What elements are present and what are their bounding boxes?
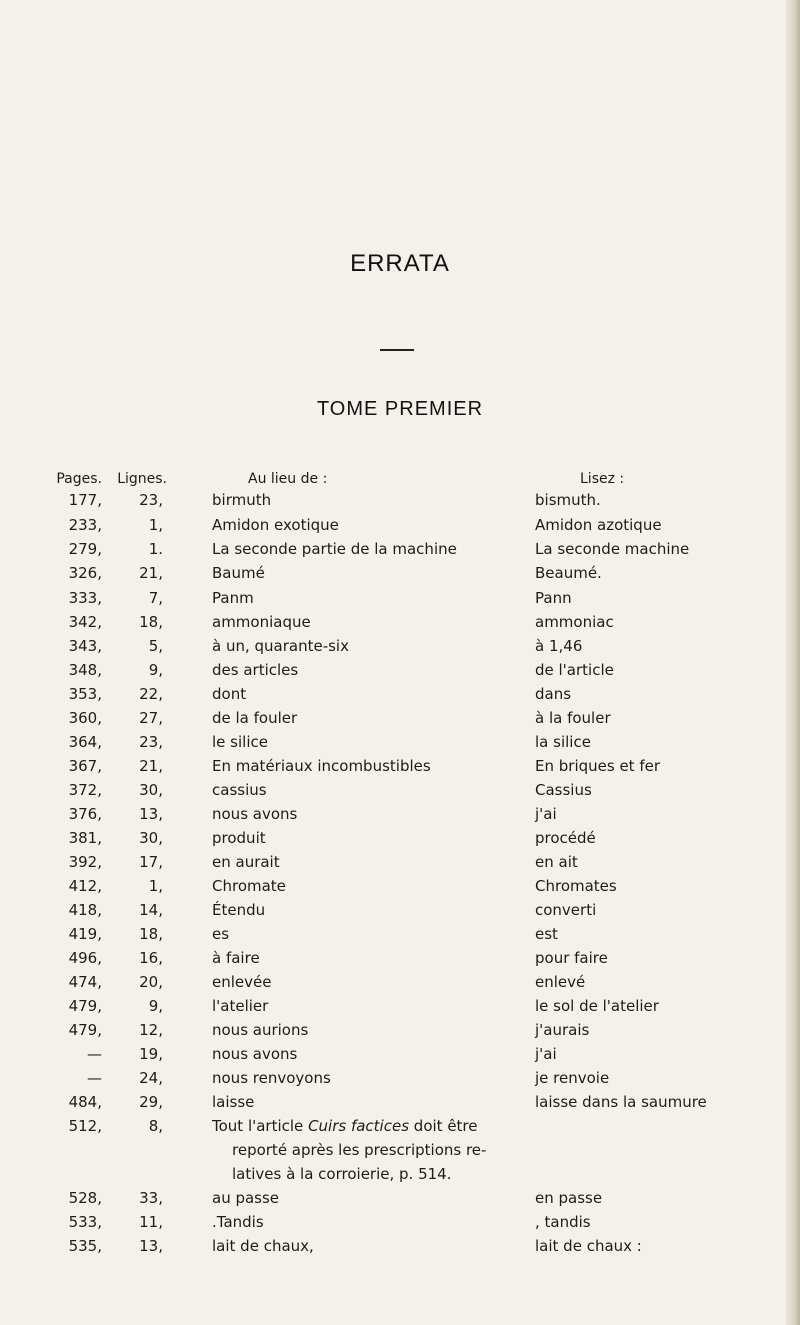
corrected-text: En briques et fer — [535, 757, 661, 775]
volume-title: TOME PREMIER — [316, 398, 484, 420]
line-number: 27, — [139, 709, 163, 727]
line-number: 17, — [139, 853, 163, 871]
erroneous-text: de la fouler — [212, 709, 298, 727]
continuation-text: latives à la corroierie, p. 514. — [232, 1165, 452, 1183]
erroneous-text: produit — [212, 829, 266, 847]
table-row — [0, 970, 800, 994]
corrected-text: Chromates — [535, 877, 617, 895]
line-number: 7, — [148, 589, 163, 607]
line-number: 20, — [139, 973, 163, 991]
page-number: — — [87, 1069, 102, 1087]
erroneous-text: Tout l'article Cuirs factices doit être — [212, 1117, 478, 1135]
table-row — [0, 802, 800, 826]
erroneous-text: nous avons — [212, 1045, 298, 1063]
erroneous-text: .Tandis — [212, 1213, 264, 1231]
corrected-text: laisse dans la saumure — [535, 1093, 707, 1111]
erroneous-text: birmuth — [212, 491, 272, 509]
table-row — [0, 1090, 800, 1114]
header-lines: Lignes. — [117, 471, 167, 487]
header-instead-of: Au lieu de : — [248, 471, 328, 487]
erroneous-text: à faire — [212, 949, 260, 967]
page-number: 367, — [68, 757, 102, 775]
corrected-text: Cassius — [535, 781, 592, 799]
line-number: 30, — [139, 781, 163, 799]
page-number: 419, — [68, 925, 102, 943]
corrected-text: j'aurais — [535, 1021, 590, 1039]
erroneous-text: nous avons — [212, 805, 298, 823]
erroneous-text: lait de chaux, — [212, 1237, 314, 1255]
line-number: 24, — [139, 1069, 163, 1087]
page-number: 528, — [68, 1189, 102, 1207]
table-row — [0, 1042, 800, 1066]
corrected-text: est — [535, 925, 558, 943]
page-number: 333, — [68, 589, 102, 607]
table-row — [0, 1210, 800, 1234]
table-row — [0, 1234, 800, 1258]
page-number: — — [87, 1045, 102, 1063]
corrected-text: pour faire — [535, 949, 608, 967]
header-pages: Pages. — [56, 471, 102, 487]
line-number: 13, — [139, 805, 163, 823]
page-number: 535, — [68, 1237, 102, 1255]
table-row — [0, 754, 800, 778]
header-read: Lisez : — [580, 471, 625, 487]
page-number: 342, — [68, 613, 102, 631]
continuation-line — [0, 1162, 800, 1186]
line-number: 21, — [139, 757, 163, 775]
line-number: 8, — [148, 1117, 163, 1135]
erroneous-text: Étendu — [212, 901, 266, 919]
page-number: 348, — [68, 661, 102, 679]
page-number: 479, — [68, 1021, 102, 1039]
table-row — [0, 946, 800, 970]
line-number: 9, — [148, 997, 163, 1015]
page-number: 484, — [68, 1093, 102, 1111]
table-row — [0, 610, 800, 634]
corrected-text: Pann — [535, 589, 572, 607]
table-row — [0, 513, 800, 537]
table-row — [0, 826, 800, 850]
article-title: Cuirs factices — [308, 1117, 410, 1135]
line-number: 22, — [139, 685, 163, 703]
table-row — [0, 922, 800, 946]
line-number: 14, — [139, 901, 163, 919]
page-number: 392, — [68, 853, 102, 871]
line-number: 1, — [148, 877, 163, 895]
erroneous-text: cassius — [212, 781, 267, 799]
page-number: 360, — [68, 709, 102, 727]
erroneous-text: ammoniaque — [212, 613, 311, 631]
page-number: 474, — [68, 973, 102, 991]
continuation-line — [0, 1138, 800, 1162]
corrected-text: en passe — [535, 1189, 603, 1207]
table-row — [0, 730, 800, 754]
erroneous-text: en aurait — [212, 853, 280, 871]
erroneous-text: à un, quarante-six — [212, 637, 349, 655]
line-number: 9, — [148, 661, 163, 679]
page-number: 418, — [68, 901, 102, 919]
table-row — [0, 1186, 800, 1210]
page-number: 233, — [68, 516, 102, 534]
page-number: 372, — [68, 781, 102, 799]
page-number: 496, — [68, 949, 102, 967]
erroneous-text: Panm — [212, 589, 254, 607]
page-number: 376, — [68, 805, 102, 823]
table-row — [0, 634, 800, 658]
table-row — [0, 1018, 800, 1042]
line-number: 21, — [139, 564, 163, 582]
corrected-text: La seconde machine — [535, 540, 690, 558]
page-number: 343, — [68, 637, 102, 655]
line-number: 16, — [139, 949, 163, 967]
table-row — [0, 1066, 800, 1090]
page-number: 279, — [68, 540, 102, 558]
erroneous-text: Baumé — [212, 564, 265, 582]
page-number: 177, — [68, 491, 102, 509]
line-number: 1, — [148, 516, 163, 534]
line-number: 23, — [139, 733, 163, 751]
line-number: 5, — [148, 637, 163, 655]
erroneous-text: es — [212, 925, 230, 943]
page-number: 326, — [68, 564, 102, 582]
page-number: 533, — [68, 1213, 102, 1231]
line-number: 33, — [139, 1189, 163, 1207]
corrected-text: Beaumé. — [535, 564, 602, 582]
corrected-text: , tandis — [535, 1213, 591, 1231]
page-number: 353, — [68, 685, 102, 703]
erroneous-text: le silice — [212, 733, 268, 751]
table-row — [0, 874, 800, 898]
page-number: 479, — [68, 997, 102, 1015]
corrected-text: à 1,46 — [535, 637, 583, 655]
corrected-text: de l'article — [535, 661, 614, 679]
table-row — [0, 850, 800, 874]
line-number: 1. — [148, 540, 163, 558]
corrected-text: converti — [535, 901, 597, 919]
corrected-text: lait de chaux : — [535, 1237, 642, 1255]
erroneous-text: nous aurions — [212, 1021, 309, 1039]
corrected-text: bismuth. — [535, 491, 601, 509]
line-number: 18, — [139, 613, 163, 631]
erroneous-text: dont — [212, 685, 247, 703]
corrected-text: j'ai — [535, 1045, 557, 1063]
table-row — [0, 488, 800, 512]
table-row — [0, 898, 800, 922]
line-number: 29, — [139, 1093, 163, 1111]
line-number: 13, — [139, 1237, 163, 1255]
erroneous-text: des articles — [212, 661, 299, 679]
page-number: 512, — [68, 1117, 102, 1135]
corrected-text: enlevé — [535, 973, 586, 991]
corrected-text: Amidon azotique — [535, 516, 662, 534]
corrected-text: dans — [535, 685, 572, 703]
table-row — [0, 994, 800, 1018]
corrected-text: en ait — [535, 853, 578, 871]
erroneous-text: Chromate — [212, 877, 286, 895]
line-number: 19, — [139, 1045, 163, 1063]
corrected-text: j'ai — [535, 805, 557, 823]
corrected-text: à la fouler — [535, 709, 611, 727]
erroneous-text: Amidon exotique — [212, 516, 339, 534]
page-number: 364, — [68, 733, 102, 751]
table-row — [0, 1114, 800, 1138]
table-row — [0, 537, 800, 561]
corrected-text: je renvoie — [535, 1069, 610, 1087]
page-number: 412, — [68, 877, 102, 895]
line-number: 30, — [139, 829, 163, 847]
corrected-text: la silice — [535, 733, 591, 751]
erroneous-text: En matériaux incombustibles — [212, 757, 431, 775]
table-row — [0, 586, 800, 610]
erroneous-text: La seconde partie de la machine — [212, 540, 457, 558]
erroneous-text: laisse — [212, 1093, 255, 1111]
line-number: 23, — [139, 491, 163, 509]
page-title: ERRATA — [350, 250, 450, 277]
erroneous-text: enlevée — [212, 973, 272, 991]
erroneous-text: au passe — [212, 1189, 280, 1207]
table-row — [0, 658, 800, 682]
continuation-text: reporté après les prescriptions re- — [232, 1141, 487, 1159]
erroneous-text: nous renvoyons — [212, 1069, 331, 1087]
corrected-text: le sol de l'atelier — [535, 997, 659, 1015]
table-row — [0, 706, 800, 730]
table-row — [0, 561, 800, 585]
corrected-text: ammoniac — [535, 613, 614, 631]
erroneous-text: l'atelier — [212, 997, 269, 1015]
table-row — [0, 682, 800, 706]
line-number: 18, — [139, 925, 163, 943]
line-number: 12, — [139, 1021, 163, 1039]
page-number: 381, — [68, 829, 102, 847]
title-rule — [380, 349, 414, 351]
line-number: 11, — [139, 1213, 163, 1231]
corrected-text: procédé — [535, 829, 596, 847]
table-row — [0, 778, 800, 802]
